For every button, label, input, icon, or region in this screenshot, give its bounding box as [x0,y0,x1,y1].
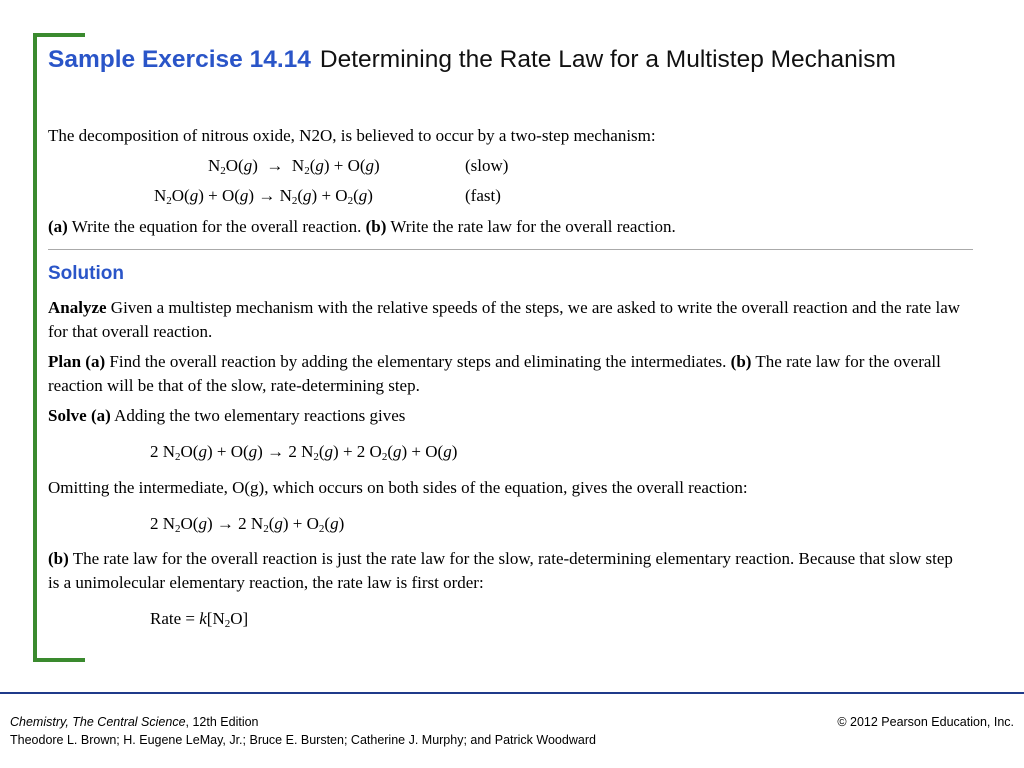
analyze-text: Given a multistep mechanism with the relative speeds of the steps, we are asked to write the overall reaction and the rate law for that overall reaction. [48,298,961,341]
section-divider [48,249,973,250]
rate-law-paragraph [48,547,968,595]
part-b-text: Write the rate law for the overall reaction. [390,217,676,236]
problem-intro: The decomposition of nitrous oxide, N2O, is believed to occur by a two-step mechanism: [48,126,656,145]
plan-paragraph [48,350,988,398]
analyze-label: Analyze [48,298,107,317]
rate-constant: k [199,609,207,628]
omit-paragraph: Omitting the intermediate, O(g), which occurs on both sides of the equation, gives the overall reaction: [48,478,748,497]
plan-label: Plan (a) [48,352,106,371]
part-a-label: (a) [48,217,68,236]
mechanism-step-2-equation: $N_2O(g) + O(g) \to N_2(g) + O_2(g)$ [154,186,373,207]
analyze-paragraph [48,296,968,344]
solve-paragraph [48,404,405,428]
footer-edition: , 12th Edition [185,715,259,729]
footer-authors: Theodore L. Brown; H. Eugene LeMay, Jr.; Bruce E. Bursten; Catherine J. Murphy; and Patrick Woodward [10,733,596,747]
title-text: Determining the Rate Law for a Multistep Mechanism [319,46,896,73]
mechanism-step-1-speed: (slow) [465,156,509,175]
part-a-text: Write the equation for the overall reaction. [71,217,362,236]
mechanism-step-1-equation: $N_2O(g) \to N_2(g) + O(g)$ [208,156,380,177]
footer-book-title: Chemistry, The Central Science [10,715,186,729]
solution-heading: Solution [48,263,124,284]
plan-text-a: Find the overall reaction by adding the elementary steps and eliminating the intermediates. [109,352,727,371]
solve-label: Solve (a) [48,406,111,425]
footer-rule [0,692,1024,694]
footer-copyright: © 2012 Pearson Education, Inc. [837,715,1014,729]
mechanism-step-2-speed: (fast) [465,186,501,205]
footer-book [10,713,259,731]
problem-questions [48,215,676,239]
part-b-answer-label: (b) [48,549,69,568]
summed-equation: 2 $N_2O(g) + O(g) \to 2$ $N_2(g) + 2$ $O_2(g) + O(g)$ [150,442,458,463]
overall-equation: 2 $N_2O(g) \to 2$ $N_2(g) + O_2(g)$ [150,514,345,535]
part-b-answer-text: The rate law for the overall reaction is just the rate law for the slow, rate-determining elementary reaction. Because that slow step is a unimolecular elementary reaction, the rate law is first order: [48,549,953,592]
title-prefix: Sample Exercise 14.14 [48,46,311,73]
rate-law-expression: Rate = $k[N_2O]$ [150,609,249,630]
solve-text: Adding the two elementary reactions gives [114,406,406,425]
part-b-label: (b) [365,217,387,236]
slide-title [48,44,998,75]
rate-label: Rate = [150,609,200,628]
plan-label-b: (b) [730,352,752,371]
plan-text-b: The rate law for the overall reaction will be that of the slow, rate-determining step. [48,352,941,395]
